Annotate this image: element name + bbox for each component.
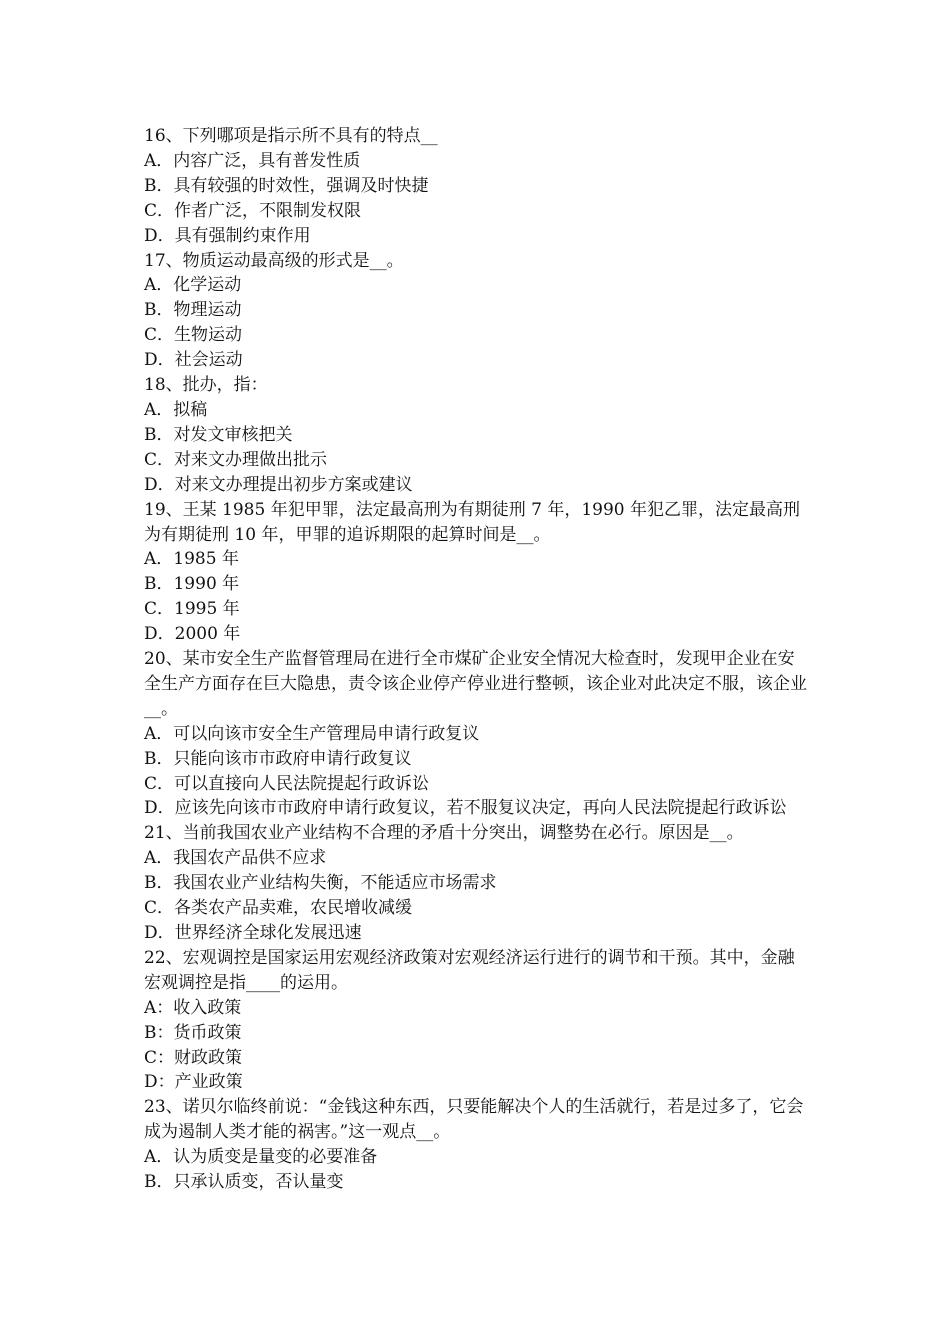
question-stem: 19、王某 1985 年犯甲罪，法定最高刑为有期徒刑 7 年，1990 年犯乙罪，法定最高刑为有期徒刑 10 年，甲罪的追诉期限的起算时间是__。	[144, 499, 800, 545]
option-b: B．只能向该市市政府申请行政复议	[144, 748, 412, 769]
option-c: C：财政政策	[144, 1047, 243, 1068]
question-stem: 18、批办，指：	[144, 375, 268, 396]
question-23	[144, 1095, 809, 1195]
option-d: D．世界经济全球化发展迅速	[144, 923, 362, 943]
question-stem: 23、诺贝尔临终前说：“金钱这种东西，只要能解决个人的生活就行，若是过多了，它会成为遏制人类才能的祸害。”这一观点__。	[144, 1097, 804, 1143]
option-a: A．内容广泛，具有普发性质	[144, 150, 361, 171]
option-b: B．只承认质变，否认量变	[144, 1172, 344, 1193]
option-a: A．认为质变是量变的必要准备	[144, 1147, 378, 1168]
option-c: C．1995 年	[144, 599, 240, 620]
option-d: D．应该先向该市市政府申请行政复议，若不服复议决定，再向人民法院提起行政诉讼	[144, 798, 787, 819]
question-22	[144, 946, 809, 1095]
option-a: A．我国农产品供不应求	[144, 848, 327, 869]
option-d: D．2000 年	[144, 624, 241, 645]
option-b: B．具有较强的时效性，强调及时快捷	[144, 175, 429, 196]
option-b: B．1990 年	[144, 574, 240, 595]
option-a: A．可以向该市安全生产管理局申请行政复议	[144, 723, 480, 744]
question-stem: 22、宏观调控是国家运用宏观经济政策对宏观经济运行进行的调节和干预。其中，金融宏观调控是指____的运用。	[144, 947, 795, 993]
option-a: A：收入政策	[144, 997, 242, 1018]
question-17	[144, 249, 809, 374]
option-a: A．拟稿	[144, 399, 208, 420]
option-b: B．我国农业产业结构失衡，不能适应市场需求	[144, 873, 497, 894]
option-c: C．作者广泛，不限制发权限	[144, 200, 362, 221]
option-c: C．对来文办理做出批示	[144, 449, 328, 470]
option-d: D．具有强制约束作用	[144, 225, 311, 246]
option-c: C．可以直接向人民法院提起行政诉讼	[144, 773, 430, 794]
question-stem: 20、某市安全生产监督管理局在进行全市煤矿企业安全情况大检查时，发现甲企业在安全生产方面存在巨大隐患，责令该企业停产停业进行整顿，该企业对此决定不服，该企业__。	[144, 649, 807, 719]
option-d: D：产业政策	[144, 1072, 243, 1093]
question-stem: 17、物质运动最高级的形式是__。	[144, 250, 404, 271]
question-stem: 21、当前我国农业产业结构不合理的矛盾十分突出，调整势在必行。原因是__。	[144, 823, 744, 844]
option-b: B：货币政策	[144, 1022, 242, 1043]
option-b: B．物理运动	[144, 300, 242, 321]
option-d: D．对来文办理提出初步方案或建议	[144, 474, 413, 495]
option-c: C．生物运动	[144, 325, 243, 346]
option-d: D．社会运动	[144, 350, 243, 371]
question-stem: 16、下列哪项是指示所不具有的特点__	[144, 126, 438, 146]
option-c: C．各类农产品卖难，农民增收减缓	[144, 898, 413, 919]
question-20	[144, 647, 809, 821]
question-18	[144, 373, 809, 498]
question-21	[144, 821, 809, 946]
question-16	[144, 124, 809, 249]
question-19	[144, 498, 809, 647]
option-a: A．1985 年	[144, 549, 239, 570]
option-b: B．对发文审核把关	[144, 424, 293, 445]
option-a: A．化学运动	[144, 275, 242, 296]
document-page	[144, 124, 809, 1195]
